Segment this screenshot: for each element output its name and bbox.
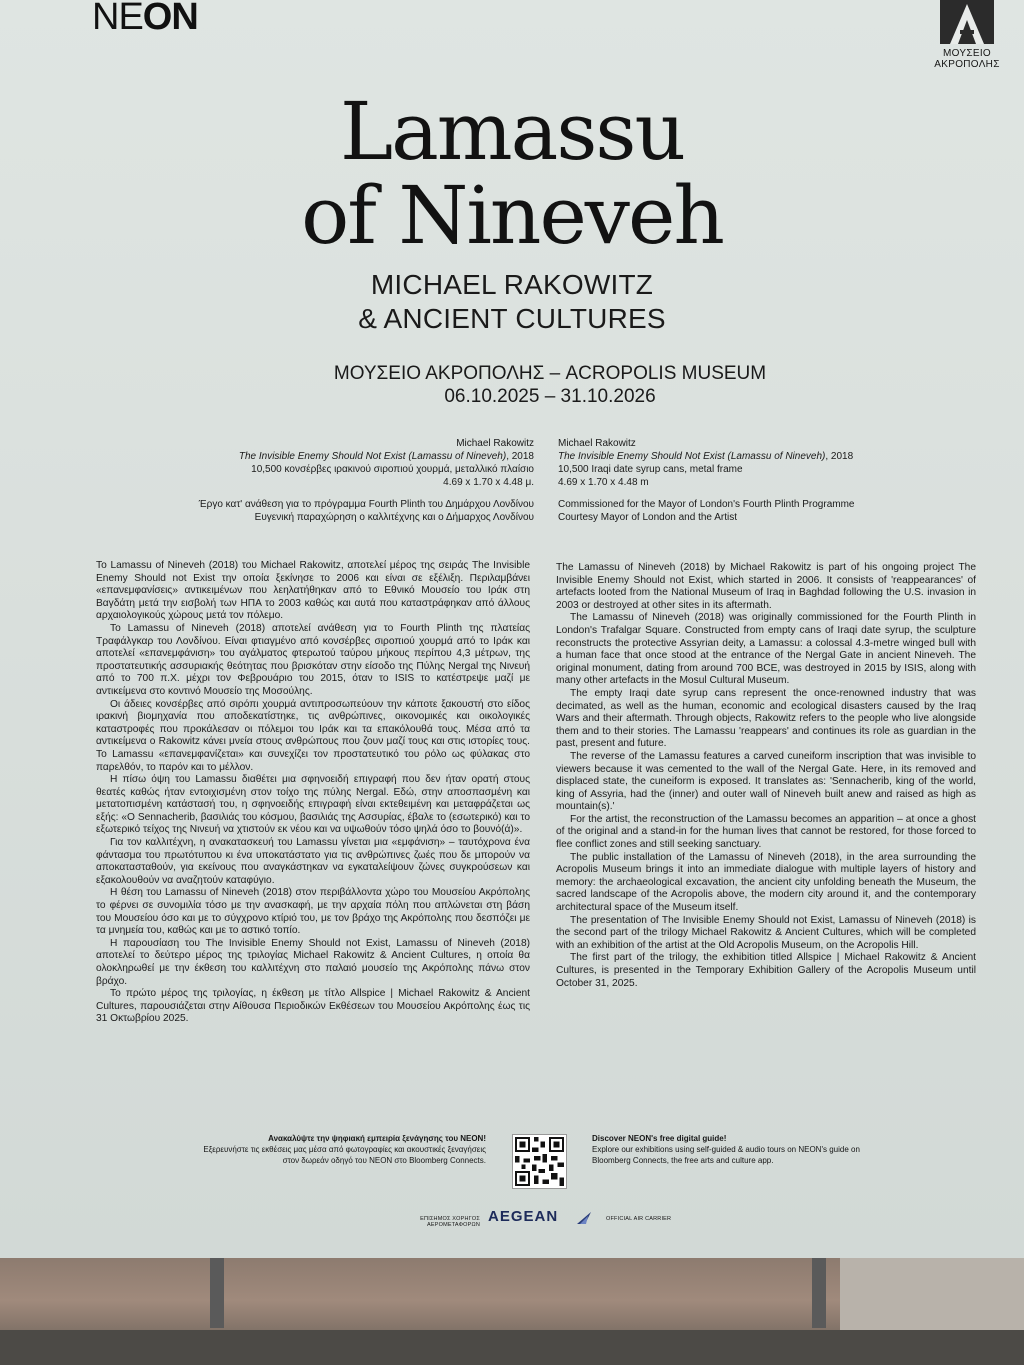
digital-guide-english [592,1133,892,1166]
credit-year: , 2018 [506,451,534,462]
paragraph: Το Lamassu of Nineveh (2018) αποτελεί ανάθεση για το Fourth Plinth της πλατείας Τραφάλγκαρ του Λονδίνου. Είναι φτιαγμένο από κονσέρβες σιροπιού χουρμά από το Ιράκ και αποτελεί «επανεμφάνιση» του αγάλματος φτερωτού ταύρου μήκους περίπου 4,3 μέτρων, της προστατευτικής ασσυριακής θεότητας που βρισκόταν στην είσοδο της Πύλης Nergal της Νινευή από το 700 π.Χ. μέχρι τον Φεβρουάριο του 2015, όταν το ISIS το κατέστρεψε μαζί με αντικείμενα στο κοντινό Μουσείο της Μοσούλης. [96,622,530,697]
credit-greek [114,437,534,524]
paragraph: The presentation of The Invisible Enemy Should not Exist, Lamassu of Nineveh (2018) is the second part of the trilogy Michael Rakowitz & Ancient Cultures, which will be completed with an exhibition of the artist at the Old Acropolis Museum, on the Acropolis Hill. [556,914,976,951]
paragraph: The reverse of the Lamassu features a carved cuneiform inscription that was invisible to viewers because it was cemented to the wall of the Nergal Gate. Here, in its removed and displaced state, the cuneiform is exposed. It translates as: 'Sennacherib, king of the world, king of Assyria, had the (inner) and outer wall of Nineveh built anew and raised as high as mountain(s).' [556,750,976,813]
neon-logo-bold: ON [142,0,198,38]
sponsor-label-english: OFFICIAL AIR CARRIER [606,1216,672,1222]
digital-guide-heading: Ανακαλύψτε την ψηφιακή εμπειρία ξενάγησης του NEON! [268,1134,486,1143]
credit-work-title: The Invisible Enemy Should Not Exist (Lamassu of Nineveh) [238,451,507,462]
credit-artist: Michael Rakowitz [558,438,636,449]
neon-logo-thin: NE [92,0,143,38]
credit-year: , 2018 [825,451,854,462]
paragraph: Η θέση του Lamassu of Nineveh (2018) στον περιβάλλοντα χώρο του Μουσείου Ακρόπολης το φέρνει σε συνομιλία τόσο με την ανασκαφή, με την αρχαία πόλη που απλώνεται στη βάση του Μουσείου όσο και με το σύγχρονο κτίριό του, με τον βράχο της Ακρόπολης που δεσπόζει με τα μνημεία του, καθώς και με το αστικό τοπίο. [96,887,530,937]
subtitle-series: & ANCIENT CULTURES [358,303,666,334]
credit-dimensions: 4.69 x 1.70 x 4.48 m [558,477,649,488]
body-text-english [556,562,976,990]
paragraph: Η παρουσίαση του The Invisible Enemy Should not Exist, Lamassu of Nineveh (2018) αποτελεί το δεύτερο μέρος της τριλογίας Michael Rakowitz & Ancient Cultures, η οποία θα ολοκληρωθεί με την έκθεση του καλλιτέχνη στο παλαιό μουσείο της Ακρόπολης πάνω στον βράχο. [96,937,530,987]
credit-artist: Michael Rakowitz [456,438,534,449]
acropolis-museum-icon [940,0,994,44]
title-line-1: Lamassu [339,85,684,178]
credit-dimensions: 4.69 x 1.70 x 4.48 μ. [443,477,534,488]
credit-commission: Commissioned for the Mayor of London's Fourth Plinth Programme [558,499,855,510]
sponsor-label-greek: ΕΠΙΣΗΜΟΣ ΧΟΡΗΓΟΣ ΑΕΡΟΜΕΤΑΦΟΡΩΝ [420,1216,480,1228]
venue: ΜΟΥΣΕΙΟ ΑΚΡΟΠΟΛΗΣ – ACROPOLIS MUSEUM [333,363,767,384]
paragraph: The first part of the trilogy, the exhibition titled Allspice | Michael Rakowitz & Ancient Cultures, is presented in the Temporary Exhibition Gallery of the Acropolis Museum until October 31, 2025. [556,952,976,989]
credit-work [114,450,534,463]
credit-materials: 10,500 Iraqi date syrup cans, metal frame [558,464,743,475]
paragraph: For the artist, the reconstruction of the Lamassu becomes an apparition – at once a ghost of the original and a stand-in for the human lives that cannot be restored, for those forced to flee conflict zones and still seeking sanctuary. [556,813,976,851]
sign-post-left [210,1258,224,1328]
credit-courtesy: Courtesy Mayor of London and the Artist [558,512,737,523]
credit-work-title: The Invisible Enemy Should Not Exist (Lamassu of Nineveh) [558,451,826,462]
credit-commission: Έργο κατ' ανάθεση για το πρόγραμμα Fourth Plinth του Δημάρχου Λονδίνου [198,499,534,510]
paragraph: Το πρώτο μέρος της τριλογίας, η έκθεση με τίτλο Allspice | Michael Rakowitz & Ancient Cultures, παρουσιάζεται στην Αίθουσα Περιοδικών Εκθέσεων του Μουσείου Ακρόπολης έως τις 31 Οκτωβρίου 2025. [96,988,530,1025]
paragraph: Η πίσω όψη του Lamassu διαθέτει μια σφηνοειδή επιγραφή που δεν ήταν ορατή στους θεατές καθώς ήταν εντοιχισμένη στον τοίχο της πύλης Nergal. Εδώ, στην αποσπασμένη και μετατοπισμένη κατάστασή του, η σφηνοειδής επιγραφή είναι εκτεθειμένη και μεταφράζεται ως εξής: «Ο Sennacherib, βασιλιάς του κόσμου, βασιλιάς της Ασσυρίας, έβαλε το (εσωτερικό) και το εξωτερικό τείχος της Νινευή να χτιστούν εκ νέου και να υψωθούν τόσο ψηλά όσο το βουνό(ά)». [96,774,530,836]
museum-logo-caption: ΜΟΥΣΕΙΟ ΑΚΡΟΠΟΛΗΣ [934,48,1000,70]
credit-courtesy: Ευγενική παραχώρηση ο καλλιτέχνης και ο Δήμαρχος Λονδίνου [254,512,534,523]
paragraph: The public installation of the Lamassu of Nineveh (2018), in the area surrounding the Acropolis Museum brings it into an immediate dialogue with multiple layers of history and memory: the archaeological excavation, the ancient city unfolding beneath the Museum, the sacred landscape of the Acropolis above, the modern city around it, and the contemporary architectural space of the Museum itself. [556,851,976,914]
digital-guide-heading: Discover NEON's free digital guide! [592,1134,727,1143]
digital-guide-text: Εξερευνήστε τις εκθέσεις μας μέσα από φωτογραφίες και ακουστικές ξεναγήσεις στον δωρεάν οδηγό του NEON στο Bloomberg Connects. [203,1145,486,1165]
body-text-greek [96,560,530,1026]
paragraph: Οι άδειες κονσέρβες από σιρόπι χουρμά αντιπροσωπεύουν την κάποτε ξακουστή στο είδος ιρακινή βιομηχανία που αποδεκατίστηκε, τις ανθρώπινες, οικονομικές και οικολογικές καταστροφές που προκάλεσαν οι πόλεμοι του Ιράκ και τα επακόλουθά τους. Μέσα από τα αντικείμενα ο Rakowitz κάνει μνεία στους ανθρώπους που ζουν μαζί τους και στις ιστορίες τους. Το Lamassu «επανεμφανίζεται» και συνεχίζει τον προστατευτικό του ρόλο ως φύλακας στο παρελθόν, το παρόν και το μέλλον. [96,698,530,773]
paragraph: Το Lamassu of Nineveh (2018) του Michael Rakowitz, αποτελεί μέρος της σειράς The Invisible Enemy Should not Exist την οποία ξεκίνησε το 2006 και είναι σε εξέλιξη. Περιλαμβάνει «επανεμφανίσεις» αντικειμένων που λεηλατήθηκαν από το Εθνικό Μουσείο του Ιράκ στη Βαγδάτη μετά την εισβολή των ΗΠΑ το 2003 καθώς και αυτά που καταστράφηκαν από άλλους αρχαιολογικούς χώρους μετά τον πόλεμο. [96,560,530,622]
paragraph: The empty Iraqi date syrup cans represent the once-renowned industry that was decimated, as well as the human, economic and ecological disasters caused by the Iraq Wars and their aftermath. Through objects, Rakowitz refers to the people who live alongside them and to their stories. The Lamassu 'reappears' and continues its role as guardian in the past, present and future. [556,687,976,750]
digital-guide-greek [200,1133,486,1166]
paragraph: The Lamassu of Nineveh (2018) was originally commissioned for the Fourth Plinth in London's Trafalgar Square. Constructed from empty cans of Iraqi date syrup, the sculpture reconstructs the protective Assyrian deity, a Lamassu: a colossal 4.3-metre winged bull with a human face that once stood at the entrance of the Nergal Gate in ancient Nineveh. The original monument, dating from around 700 BCE, was destroyed in 2015 by ISIS, along with many other artefacts in the Mosul Cultural Museum. [556,612,976,687]
credit-work [558,450,978,463]
digital-guide-text: Explore our exhibitions using self-guided & audio tours on NEON's guide on Bloomberg Connects, the free arts and culture app. [592,1145,860,1165]
pavement [0,1330,1024,1365]
stone-wall [840,1258,1024,1330]
exhibition-dates: 06.10.2025 – 31.10.2026 [444,386,656,407]
neon-logo [92,0,198,38]
credit-english [558,437,978,524]
sign-post-right [812,1258,826,1328]
credit-materials: 10,500 κονσέρβες ιρακινού σιροπιού χουρμά, μεταλλικό πλαίσιο [251,464,534,475]
acropolis-museum-logo [912,0,1022,70]
qr-code-icon[interactable] [512,1134,567,1189]
subtitle-artist: MICHAEL RAKOWITZ [370,269,654,300]
paragraph: The Lamassu of Nineveh (2018) by Michael Rakowitz is part of his ongoing project The Invisible Enemy Should not Exist, which started in 2006. It consists of 'reappearances' of artefacts looted from the National Museum of Iraq in Baghdad following the U.S. invasion in 2003 or destroyed at other sites in its aftermath. [556,562,976,611]
title-line-2: of Nineveh [301,169,723,262]
paragraph: Για τον καλλιτέχνη, η ανακατασκευή του Lamassu γίνεται μια «εμφάνιση» – ταυτόχρονα ένα φάντασμα του πρωτότυπου κι ένα υποκατάστατο για τις ανθρώπινες ζωές που δε μπορούν να αποκατασταθούν, για εκείνους που αναγκάστηκαν να εγκαταλείψουν ζώνες συγκρούσεων και εξακολουθούν να αναζητούν καταφύγιο. [96,837,530,886]
aegean-logo: AEGEAN [488,1208,559,1225]
aegean-wing-icon [576,1210,592,1226]
